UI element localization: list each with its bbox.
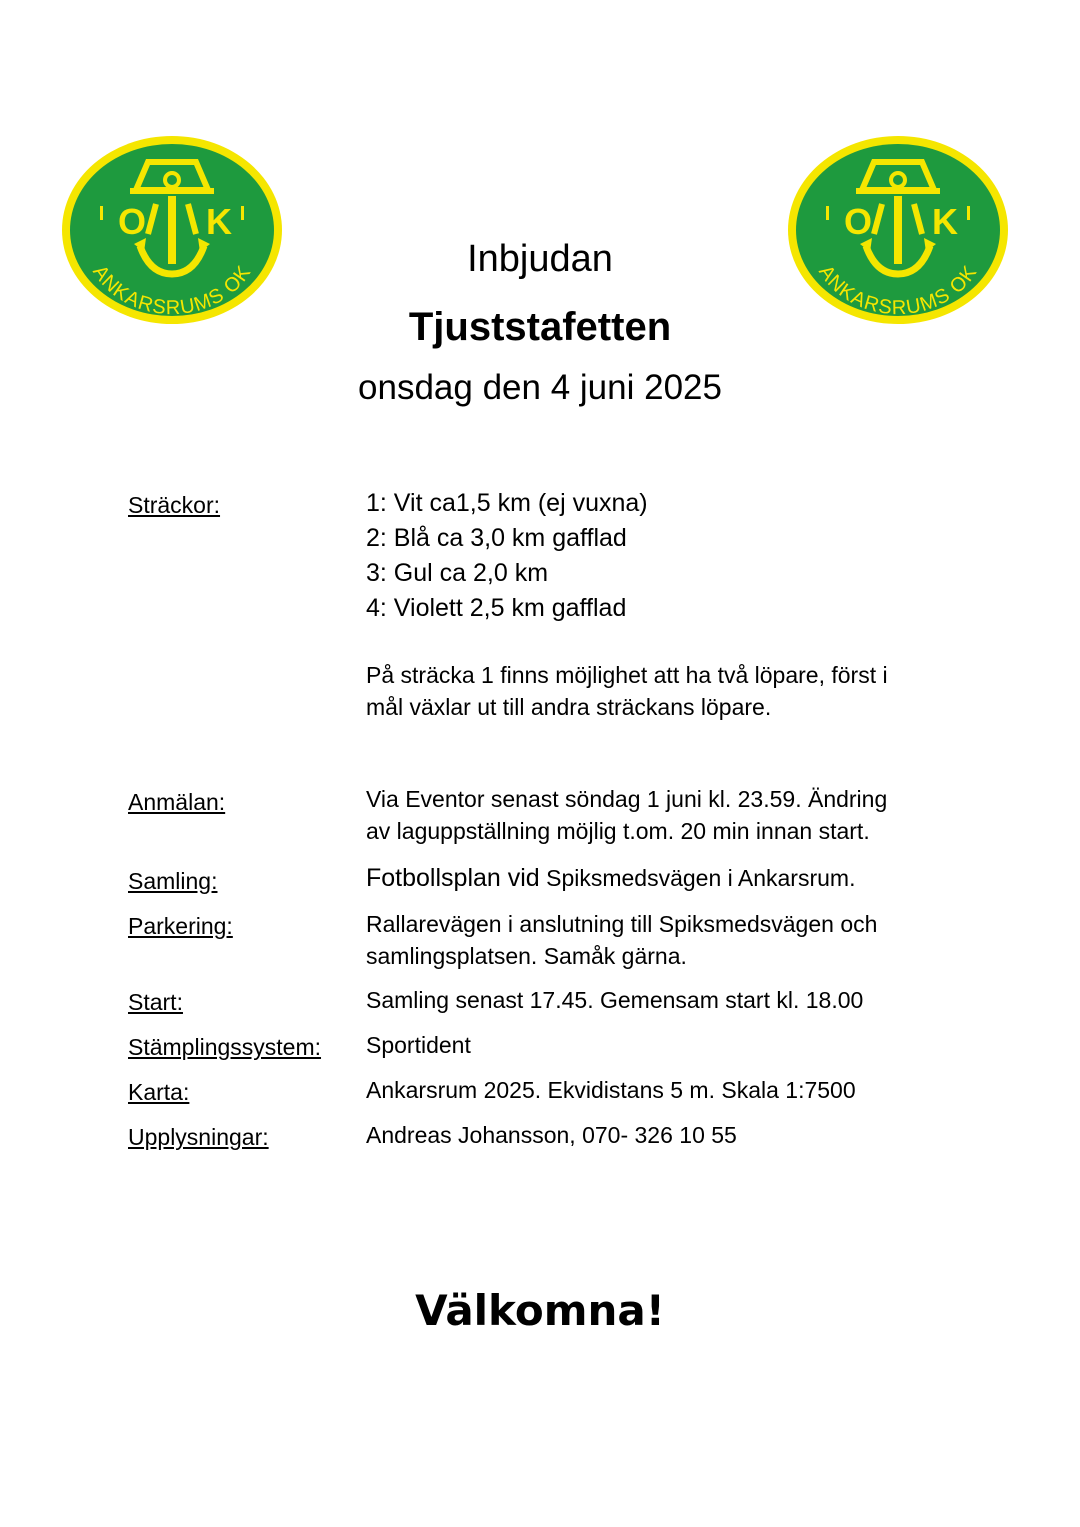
parkering-label: Parkering: [128, 913, 233, 939]
anmalan-line: av laguppställning möjlig t.om. 20 min innan start. [366, 818, 870, 844]
ankarsrum-ok-logo [60, 134, 284, 326]
svg-text:ANKARSRUMS OK: ANKARSRUMS OK [814, 261, 982, 320]
event-date: onsdag den 4 juni 2025 [358, 368, 722, 407]
parkering-line: Rallarevägen i anslutning till Spiksmedsvägen och [366, 911, 878, 937]
anmalan-line: Via Eventor senast söndag 1 juni kl. 23.59. Ändring [366, 786, 888, 812]
anmalan-label: Anmälan: [128, 789, 226, 815]
upplysningar-value: Andreas Johansson, 070- 326 10 55 [366, 1122, 737, 1148]
stampling-value: Sportident [366, 1032, 471, 1058]
legs-list [366, 486, 966, 626]
svg-text:K: K [206, 201, 232, 242]
samling-value-rest: Spiksmedsvägen i Ankarsrum. [539, 865, 856, 891]
start-label: Start: [128, 989, 183, 1015]
samling-label: Samling: [128, 868, 218, 894]
leg-item: 4: Violett 2,5 km gafflad [366, 594, 627, 622]
event-title: Tjuststafetten [408, 305, 672, 349]
legs-note-line: mål växlar ut till andra sträckans löpare. [366, 694, 772, 720]
svg-text:O: O [844, 201, 873, 242]
invite-heading: Inbjudan [467, 238, 613, 280]
leg-item: 1: Vit ca1,5 km (ej vuxna) [366, 489, 648, 517]
ankarsrum-ok-logo [786, 134, 1010, 326]
strackor-label: Sträckor: [128, 492, 221, 518]
welcome-text: Välkomna! [415, 1286, 665, 1335]
svg-text:ANKARSRUMS OK: ANKARSRUMS OK [88, 261, 256, 320]
anmalan-value [366, 783, 966, 847]
karta-label: Karta: [128, 1079, 190, 1105]
svg-text:K: K [932, 201, 958, 242]
svg-text:O: O [118, 201, 147, 242]
stampling-label: Stämplingssystem: [128, 1034, 322, 1060]
club-logo-left [60, 134, 284, 326]
samling-value-main: Fotbollsplan vid [366, 864, 540, 892]
start-value: Samling senast 17.45. Gemensam start kl. 18.00 [366, 987, 864, 1013]
legs-note-line: På sträcka 1 finns möjlighet att ha två löpare, först i [366, 662, 888, 688]
samling-value [366, 862, 966, 894]
parkering-value [366, 908, 966, 972]
karta-value: Ankarsrum 2025. Ekvidistans 5 m. Skala 1:7500 [366, 1077, 856, 1103]
legs-note [366, 659, 966, 723]
upplysningar-label: Upplysningar: [128, 1124, 269, 1150]
leg-item: 3: Gul ca 2,0 km [366, 559, 549, 587]
club-logo-right [786, 134, 1010, 326]
leg-item: 2: Blå ca 3,0 km gafflad [366, 524, 627, 552]
parkering-line: samlingsplatsen. Samåk gärna. [366, 943, 687, 969]
